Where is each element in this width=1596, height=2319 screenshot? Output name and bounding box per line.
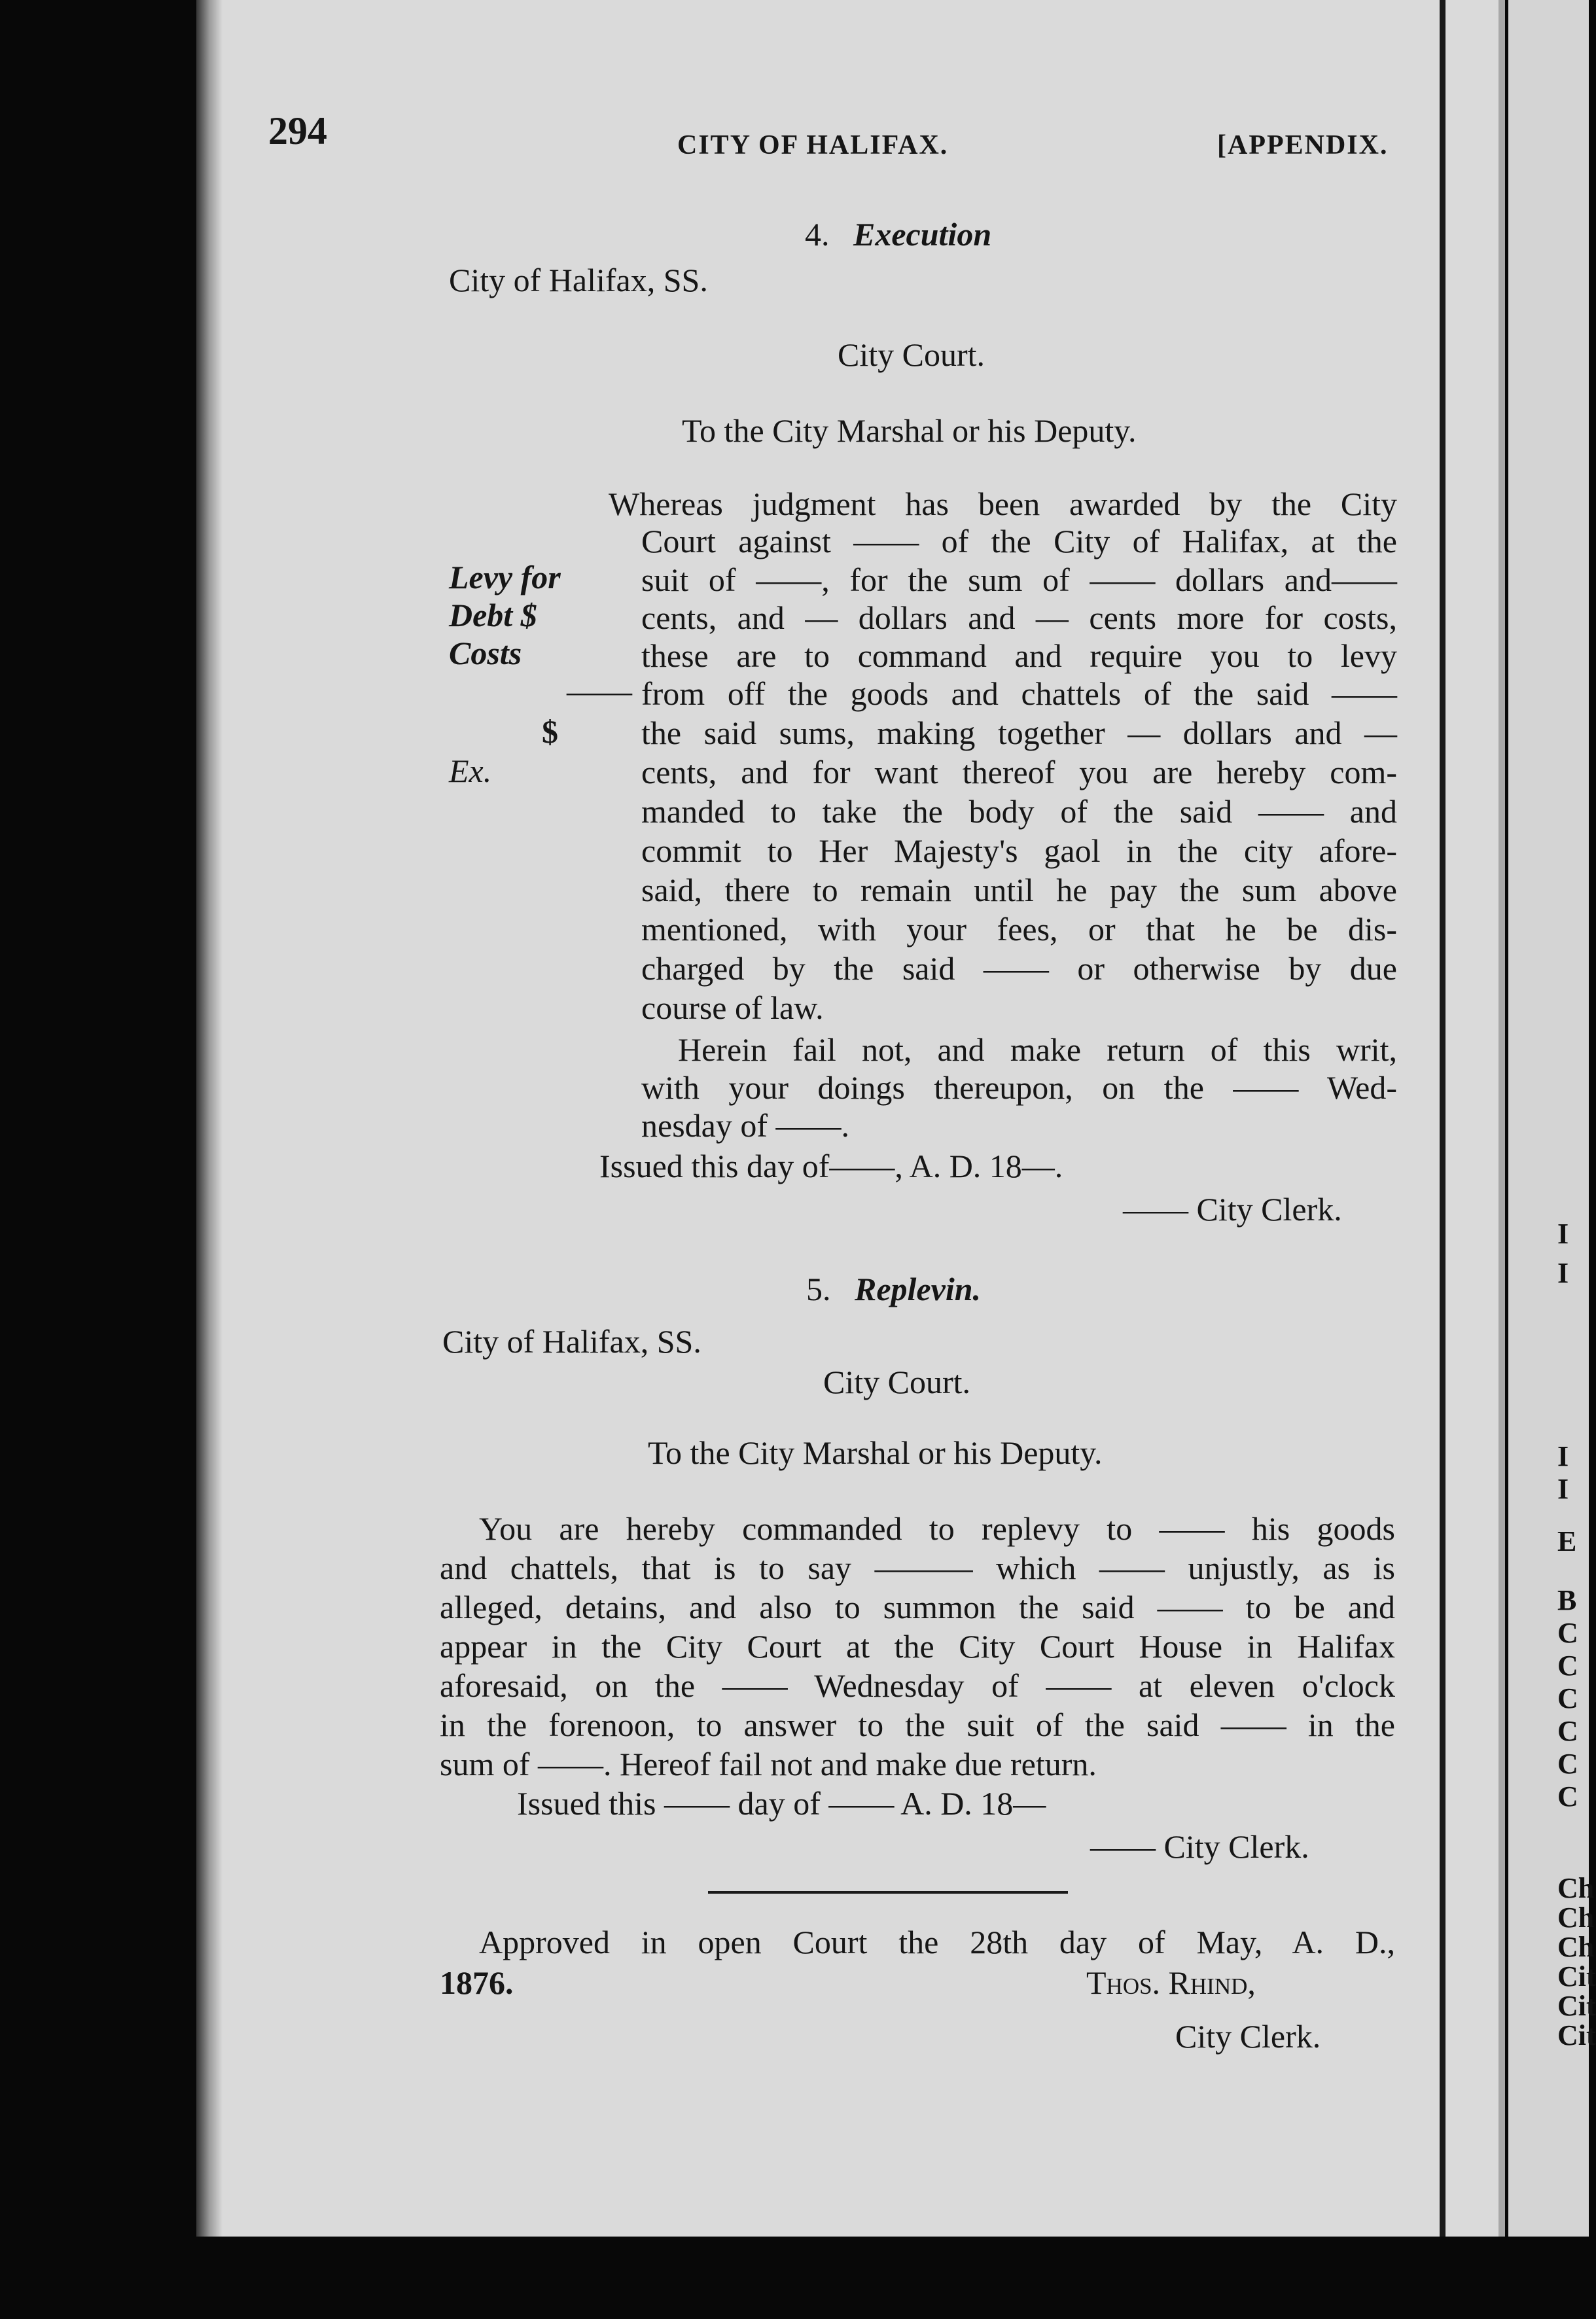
body-line: course of law.: [641, 989, 824, 1026]
court-name: City Court.: [838, 336, 985, 373]
binding-edge: [1440, 0, 1445, 2237]
margin-note: $: [542, 713, 558, 750]
body-line: alleged, detains, and also to summon the said —— to be and: [440, 1589, 1395, 1625]
signatory-name: Thos. Rhind,: [1086, 1964, 1256, 2001]
addressee-line: To the City Marshal or his Deputy.: [682, 412, 1137, 449]
margin-note: Ex.: [449, 752, 492, 789]
body-line: mentioned, with your fees, or that he be dis-: [641, 911, 1397, 947]
facing-letter: Ch: [1557, 1931, 1595, 1963]
section-label: [APPENDIX.: [1217, 130, 1389, 160]
heading-number: 4.: [805, 216, 830, 253]
body-line: with your doings thereupon, on the —— Wed-: [641, 1069, 1397, 1106]
body-line: these are to command and require you to levy: [641, 637, 1397, 674]
page-number: 294: [268, 109, 327, 152]
body-line: You are hereby commanded to replevy to —— his goods: [479, 1510, 1395, 1547]
venue-line: City of Halifax, SS.: [442, 1323, 701, 1360]
body-line: and chattels, that is to say ——— which —— unjustly, as is: [440, 1549, 1395, 1586]
heading-title: Replevin.: [855, 1271, 982, 1307]
facing-letter: E: [1557, 1525, 1577, 1557]
court-name: City Court.: [823, 1364, 971, 1400]
issued-line: Issued this —— day of —— A. D. 18—: [517, 1785, 1046, 1822]
margin-note: Levy for: [449, 559, 561, 595]
body-line: manded to take the body of the said —— and: [641, 793, 1397, 830]
body-line: Herein fail not, and make return of this writ,: [678, 1031, 1397, 1068]
facing-letter: Cit: [1557, 1990, 1596, 2022]
facing-letter: B: [1557, 1584, 1577, 1616]
facing-letter: Cit: [1557, 2019, 1596, 2051]
margin-note: Costs: [449, 635, 522, 671]
body-line: the said sums, making together — dollars and —: [641, 715, 1397, 751]
body-line: aforesaid, on the —— Wednesday of —— at eleven o'clock: [440, 1667, 1395, 1704]
section-divider: [708, 1891, 1068, 1894]
body-line: cents, and for want thereof you are hereby com-: [641, 754, 1397, 790]
facing-letter: C: [1557, 1650, 1578, 1682]
facing-letter: C: [1557, 1682, 1578, 1714]
margin-dash: ——: [567, 673, 632, 709]
facing-letter: Ch: [1557, 1872, 1595, 1904]
facing-letter: C: [1557, 1780, 1578, 1813]
approval-line: Approved in open Court the 28th day of May, A. D.,: [479, 1924, 1395, 1960]
body-line: Court against —— of the City of Halifax, at the: [641, 523, 1397, 559]
replevin-heading: [806, 1269, 981, 1309]
body-line: charged by the said —— or otherwise by due: [641, 950, 1397, 987]
facing-letter: I: [1557, 1218, 1569, 1250]
facing-letter: I: [1557, 1257, 1569, 1289]
body-line: commit to Her Majesty's gaol in the city afore-: [641, 832, 1397, 869]
signature-line: —— City Clerk.: [1090, 1828, 1309, 1865]
facing-letter: I: [1557, 1440, 1569, 1472]
body-line: Whereas judgment has been awarded by the City: [609, 486, 1397, 522]
page-gutter-shadow: [196, 0, 222, 2237]
facing-letter: I: [1557, 1473, 1569, 1505]
body-line: cents, and — dollars and — cents more for costs,: [641, 599, 1397, 636]
approval-year: 1876.: [440, 1964, 514, 2001]
issued-line: Issued this day of——, A. D. 18—.: [599, 1148, 1063, 1184]
signature-line: —— City Clerk.: [1123, 1191, 1342, 1228]
body-line: nesday of ——.: [641, 1107, 849, 1144]
facing-letter: Cit: [1557, 1960, 1596, 1992]
margin-note: Debt $: [449, 597, 537, 633]
body-line: sum of ——. Hereof fail not and make due return.: [440, 1746, 1097, 1782]
body-line: said, there to remain until he pay the sum above: [641, 872, 1397, 908]
heading-number: 5.: [806, 1271, 831, 1307]
signatory-title: City Clerk.: [1175, 2018, 1321, 2055]
running-title: CITY OF HALIFAX.: [677, 130, 949, 160]
heading-title: Execution: [853, 216, 992, 253]
execution-heading: [805, 215, 991, 254]
body-line: from off the goods and chattels of the said ——: [641, 675, 1397, 712]
body-line: appear in the City Court at the City Court House in Halifax: [440, 1628, 1395, 1665]
facing-letter: C: [1557, 1748, 1578, 1780]
facing-letter: C: [1557, 1617, 1578, 1649]
facing-letter: C: [1557, 1715, 1578, 1747]
body-line: suit of ——, for the sum of —— dollars and——: [641, 561, 1397, 598]
venue-line: City of Halifax, SS.: [449, 262, 708, 298]
body-line: in the forenoon, to answer to the suit of the said —— in the: [440, 1707, 1395, 1743]
addressee-line: To the City Marshal or his Deputy.: [648, 1434, 1103, 1471]
facing-letter: Ch: [1557, 1902, 1595, 1934]
